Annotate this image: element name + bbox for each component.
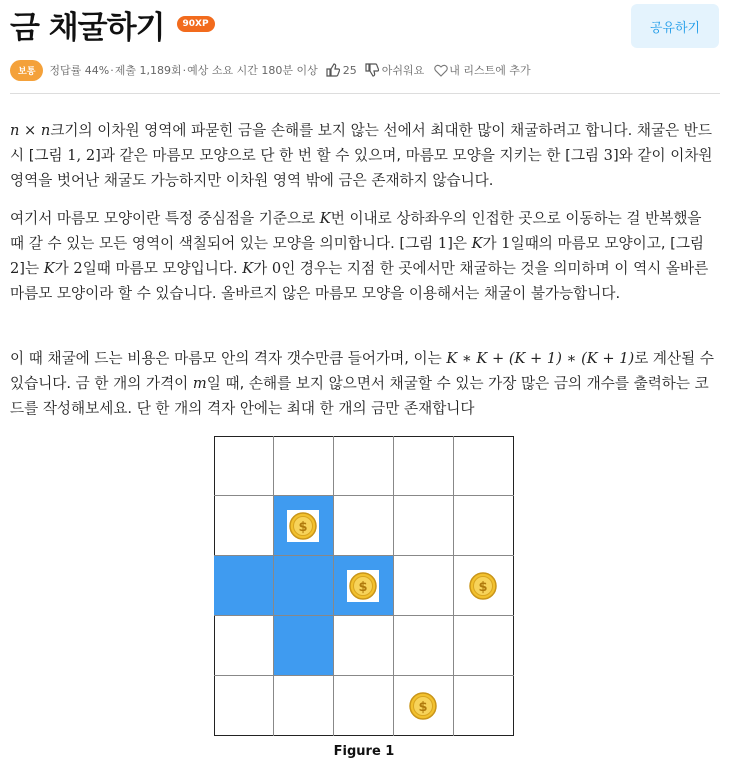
paragraph-text: 크기의 이차원 영역에 파묻힌 금을 손해를 보지 않는 선에서 최대한 많이 채굴하려고 합니다. 채굴은 반드시 [그림: [10, 122, 712, 164]
grid-cell: [394, 616, 454, 676]
paragraph-text: 가: [482, 235, 502, 252]
grid-cell: [214, 616, 274, 676]
paragraph-text: 번 이내로 상하좌우의 인접한 곳으로 이동하는 걸 반복했을 때 갈 수 있는 모든 영역이 색칠되어 있는 모양을 의미합니다. [그림: [10, 210, 702, 252]
heart-icon[interactable]: [434, 64, 448, 77]
grid-cell: [274, 436, 334, 496]
grid-cell: [394, 496, 454, 556]
estimated-time: 예상 소요 시간 180분 이상: [187, 64, 318, 77]
math-expression: n × n: [10, 122, 51, 139]
grid-cell-mined: [274, 496, 334, 556]
gold-coin-icon: [407, 690, 439, 722]
paragraph-text: ]과 같은 마름모 모양으로 단 한 번 할 수 있으며, 마름모 모양을 지키는 한 [그림: [95, 147, 604, 164]
grid-cell: [334, 616, 394, 676]
grid-cell-mined: [274, 616, 334, 676]
grid-cell-mined: [214, 556, 274, 616]
math-number: 2: [73, 260, 83, 277]
header-divider: [10, 93, 720, 94]
grid-cell: [454, 556, 514, 616]
gold-coin-icon: [347, 570, 379, 602]
add-to-list-link[interactable]: 내 리스트에 추가: [449, 64, 531, 77]
paragraph-text: 이 때 채굴에 드는 비용은 마름모 안의 격자 갯수만큼 들어가며, 이는: [10, 350, 447, 367]
submission-count: 제출 1,189회: [114, 64, 182, 77]
grid-cell: [394, 556, 454, 616]
paragraph-text: 로 계산될 수 있습니다. 금 한 개의 가격이: [10, 350, 714, 392]
gold-coin-icon: [287, 510, 319, 542]
svg-text:$: $: [358, 580, 368, 595]
problem-title: 금 채굴하기: [10, 9, 165, 46]
description-paragraph-2: [10, 206, 720, 306]
paragraph-text: 일때 마름모 모양입니다.: [82, 260, 243, 277]
paragraph-text: 가: [54, 260, 74, 277]
math-expression: K: [43, 260, 55, 277]
math-number: 1, 2: [67, 147, 96, 164]
figure-caption: Figure 1: [333, 744, 395, 759]
thumbs-down-icon[interactable]: [365, 63, 379, 77]
math-number: 1: [501, 235, 511, 252]
grid-cell: [274, 676, 334, 736]
svg-text:$: $: [298, 520, 308, 535]
title-row: [10, 4, 215, 44]
diamond-grid-figure: [214, 436, 514, 736]
math-expression: K: [471, 235, 483, 252]
grid-cell: [394, 676, 454, 736]
math-expression: K ∗ K + (K + 1) ∗ (K + 1): [446, 350, 635, 367]
like-count: 25: [342, 63, 357, 77]
paragraph-text: 여기서 마름모 모양이란 특정 중심점을 기준으로: [10, 210, 320, 227]
math-number: 2: [10, 260, 20, 277]
grid-cell: [334, 436, 394, 496]
grid-cell-mined: [334, 556, 394, 616]
meta-separator: ·: [110, 63, 114, 77]
problem-meta: [10, 59, 531, 81]
paragraph-text: ]은: [447, 235, 472, 252]
math-expression: K: [319, 210, 331, 227]
svg-text:$: $: [418, 700, 428, 715]
paragraph-text: 가: [253, 260, 272, 277]
math-number: 3: [603, 147, 613, 164]
svg-text:$: $: [478, 580, 488, 595]
paragraph-text: ]는: [19, 260, 44, 277]
dislike-label[interactable]: 아쉬워요: [381, 64, 425, 77]
grid-cell: [214, 676, 274, 736]
paragraph-text: 일때의 마름모 모양이고, [그림: [510, 235, 705, 252]
math-number: 0: [271, 260, 282, 277]
level-badge: 보통: [10, 60, 43, 81]
paragraph-text: ]와 같이 이차원 영역을 벗어난 채굴도 가능하지만 이차원 영역 밖에 금은 존재하지 않습니다.: [10, 147, 713, 189]
grid-cell: [214, 436, 274, 496]
thumbs-up-icon[interactable]: [326, 63, 340, 77]
accuracy-text: 정답률 44%: [49, 64, 110, 77]
grid-cell: [454, 676, 514, 736]
math-expression: K: [242, 260, 254, 277]
math-expression: m: [192, 375, 207, 392]
grid-cell: [214, 496, 274, 556]
grid-cell: [454, 436, 514, 496]
xp-badge: 90XP: [177, 16, 215, 32]
paragraph-text: 인 경우는 지점 한 곳에서만 채굴하는 것을 의미하며 이 역시 올바른 마름모 모양이라 할 수 있습니다. 올바르지 않은 마름모 모양을 이용해서는 채굴이 불가능합니다.: [10, 260, 709, 302]
description-paragraph-3: [10, 346, 720, 421]
grid-cell: [334, 496, 394, 556]
grid-cell: [454, 496, 514, 556]
math-number: 1: [437, 235, 448, 252]
grid-cell: [334, 676, 394, 736]
share-button[interactable]: 공유하기: [631, 4, 719, 48]
description-paragraph-1: [10, 118, 720, 193]
grid-cell: [394, 436, 454, 496]
grid-cell-mined: [274, 556, 334, 616]
grid-cell: [454, 616, 514, 676]
meta-separator: ·: [182, 63, 187, 77]
gold-coin-icon: [467, 570, 499, 602]
paragraph-text: 일 때, 손해를 보지 않으면서 채굴할 수 있는 가장 많은 금의 개수를 출력하는 코드를 작성해보세요. 단 한 개의 격자 안에는 최대 한 개의 금만 존재합니다: [10, 375, 709, 417]
